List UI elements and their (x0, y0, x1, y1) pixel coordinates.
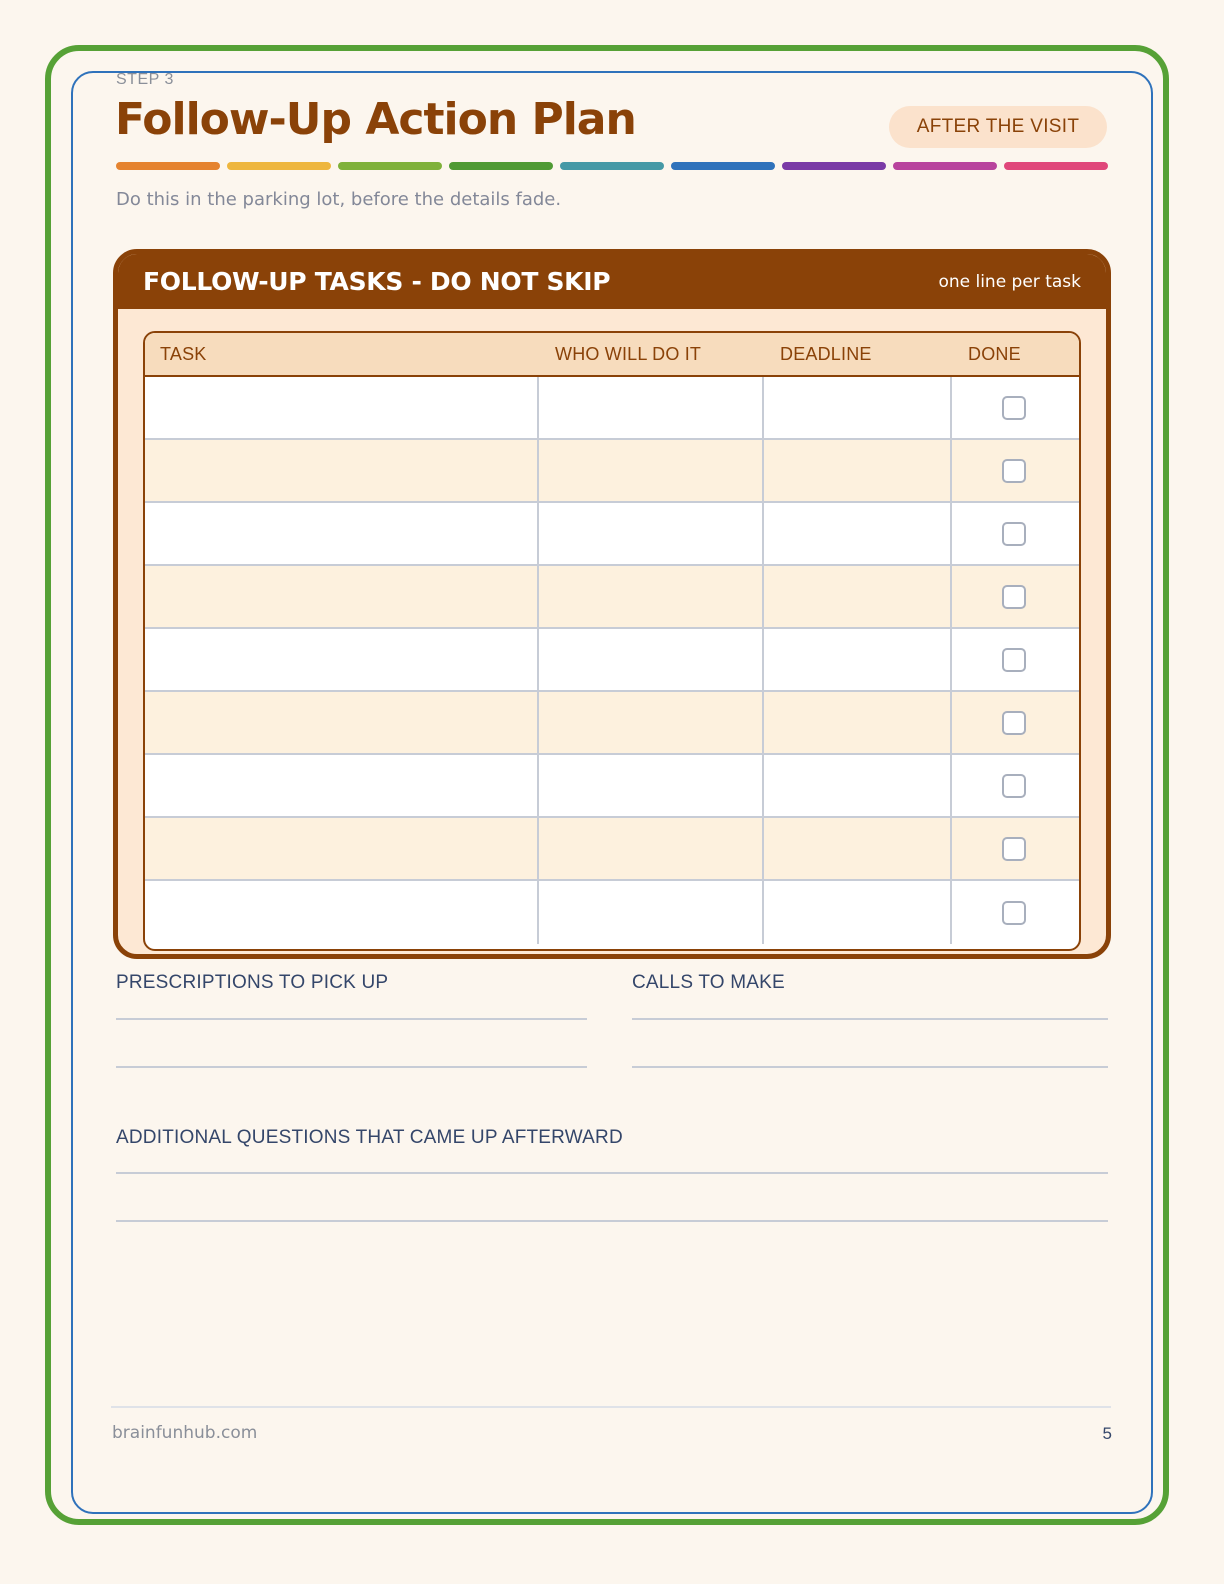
follow-up-tasks-panel (113, 249, 1111, 959)
done-checkbox[interactable] (1002, 459, 1026, 483)
done-cell (952, 440, 1079, 501)
prescriptions-line[interactable] (116, 1018, 587, 1020)
column-header-done: DONE (968, 343, 1021, 364)
task-cell[interactable] (145, 881, 539, 944)
prescriptions-line[interactable] (116, 1066, 587, 1068)
table-row (145, 566, 1079, 629)
after-visit-badge: AFTER THE VISIT (889, 106, 1107, 148)
who-cell[interactable] (539, 566, 764, 627)
column-header-deadline: DEADLINE (780, 343, 872, 364)
page-title: Follow-Up Action Plan (115, 94, 636, 145)
column-header-task: TASK (160, 343, 207, 364)
deadline-cell[interactable] (764, 692, 952, 753)
rainbow-segment (893, 162, 997, 170)
calls-line[interactable] (632, 1066, 1108, 1068)
deadline-cell[interactable] (764, 440, 952, 501)
who-cell[interactable] (539, 881, 764, 944)
deadline-cell[interactable] (764, 566, 952, 627)
done-cell (952, 881, 1079, 944)
deadline-cell[interactable] (764, 881, 952, 944)
page-number: 5 (1102, 1424, 1112, 1443)
footer-site: brainfunhub.com (112, 1423, 258, 1443)
step-label: STEP 3 (116, 71, 174, 88)
who-cell[interactable] (539, 377, 764, 438)
task-cell[interactable] (145, 566, 539, 627)
done-checkbox[interactable] (1002, 585, 1026, 609)
done-checkbox[interactable] (1002, 711, 1026, 735)
table-row (145, 629, 1079, 692)
table-row (145, 503, 1079, 566)
prescriptions-label: PRESCRIPTIONS TO PICK UP (116, 972, 389, 993)
who-cell[interactable] (539, 818, 764, 879)
task-cell[interactable] (145, 818, 539, 879)
rainbow-segment (560, 162, 664, 170)
deadline-cell[interactable] (764, 377, 952, 438)
questions-line[interactable] (116, 1220, 1108, 1222)
rainbow-segment (671, 162, 775, 170)
who-cell[interactable] (539, 755, 764, 816)
who-cell[interactable] (539, 692, 764, 753)
done-cell (952, 692, 1079, 753)
task-cell[interactable] (145, 629, 539, 690)
rainbow-segment (1004, 162, 1108, 170)
rainbow-segment (338, 162, 442, 170)
panel-title: FOLLOW-UP TASKS - DO NOT SKIP (143, 267, 611, 296)
calls-line[interactable] (632, 1018, 1108, 1020)
tasks-table (143, 331, 1081, 951)
footer-divider (111, 1406, 1111, 1408)
deadline-cell[interactable] (764, 629, 952, 690)
rainbow-segment (116, 162, 220, 170)
done-checkbox[interactable] (1002, 774, 1026, 798)
questions-label: ADDITIONAL QUESTIONS THAT CAME UP AFTERWARD (116, 1127, 623, 1148)
done-checkbox[interactable] (1002, 901, 1026, 925)
task-cell[interactable] (145, 692, 539, 753)
deadline-cell[interactable] (764, 755, 952, 816)
calls-label: CALLS TO MAKE (632, 972, 785, 993)
done-checkbox[interactable] (1002, 522, 1026, 546)
panel-note: one line per task (938, 271, 1081, 292)
rainbow-segment (449, 162, 553, 170)
table-row (145, 818, 1079, 881)
done-cell (952, 755, 1079, 816)
done-cell (952, 377, 1079, 438)
done-checkbox[interactable] (1002, 396, 1026, 420)
done-checkbox[interactable] (1002, 648, 1026, 672)
table-row (145, 692, 1079, 755)
done-cell (952, 629, 1079, 690)
rainbow-divider (116, 162, 1108, 170)
task-cell[interactable] (145, 503, 539, 564)
rainbow-segment (227, 162, 331, 170)
table-row (145, 755, 1079, 818)
page-subtitle: Do this in the parking lot, before the details fade. (116, 189, 562, 210)
who-cell[interactable] (539, 503, 764, 564)
rainbow-segment (782, 162, 886, 170)
deadline-cell[interactable] (764, 503, 952, 564)
who-cell[interactable] (539, 440, 764, 501)
table-body (145, 377, 1079, 944)
table-row (145, 377, 1079, 440)
table-header (145, 333, 1079, 377)
column-header-who: WHO WILL DO IT (555, 343, 702, 364)
done-checkbox[interactable] (1002, 837, 1026, 861)
table-row (145, 440, 1079, 503)
task-cell[interactable] (145, 377, 539, 438)
table-row (145, 881, 1079, 944)
task-cell[interactable] (145, 755, 539, 816)
panel-header (118, 254, 1106, 309)
task-cell[interactable] (145, 440, 539, 501)
done-cell (952, 566, 1079, 627)
done-cell (952, 818, 1079, 879)
who-cell[interactable] (539, 629, 764, 690)
questions-line[interactable] (116, 1172, 1108, 1174)
deadline-cell[interactable] (764, 818, 952, 879)
done-cell (952, 503, 1079, 564)
